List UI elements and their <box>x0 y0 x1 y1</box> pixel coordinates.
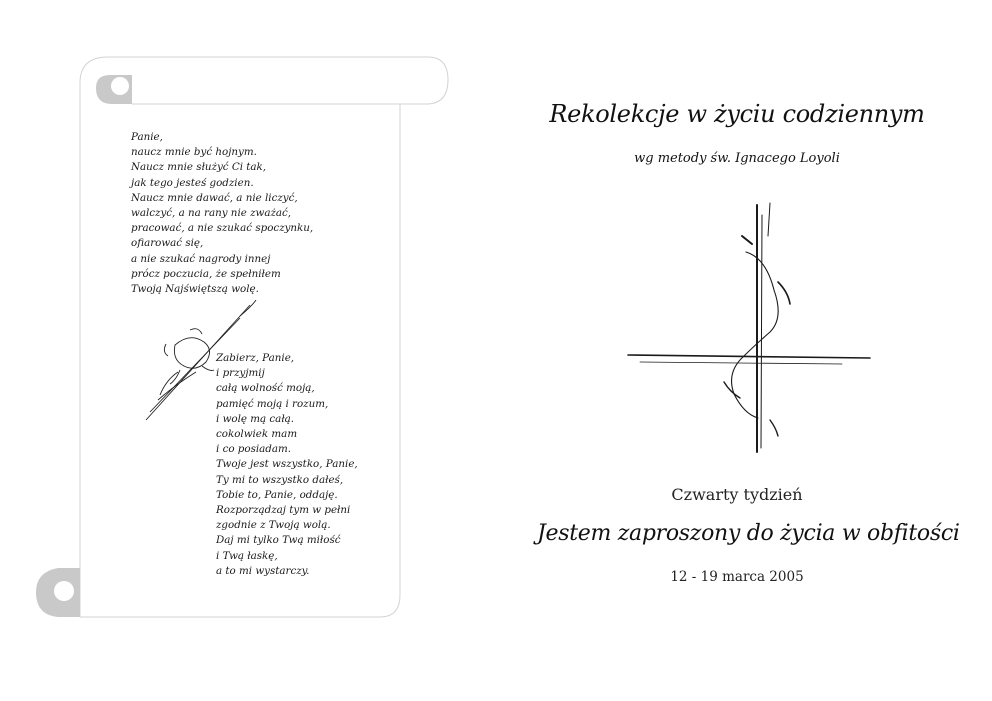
poem-second <box>216 351 358 579</box>
poem-line: i Twą łaskę, <box>216 549 278 562</box>
poem-line: zgodnie z Twoją wolą. <box>216 519 331 532</box>
poem-line: i co posiadam. <box>216 443 292 456</box>
poem-line: Ty mi to wszystko dałeś, <box>216 473 344 486</box>
poem-line: pamięć moją i rozum, <box>216 397 329 410</box>
poem-line: ofiarować się, <box>131 237 204 250</box>
poem-line: i wolę mą całą. <box>216 412 295 425</box>
cover-title: Rekolekcje w życiu codziennym <box>549 100 925 128</box>
poem-line: Naucz mnie dawać, a nie liczyć, <box>131 191 298 204</box>
poem-line: a to mi wystarczy. <box>216 564 310 577</box>
poem-line: i przyjmij <box>216 367 265 380</box>
dates: 12 - 19 marca 2005 <box>670 569 804 585</box>
week-label: Czwarty tydzień <box>671 485 803 504</box>
poem-line: Panie, <box>131 131 163 143</box>
cross-sketch-icon <box>628 203 870 452</box>
poem-line: Daj mi tylko Twą miłość <box>216 534 341 547</box>
poem-line: całą wolność moją, <box>216 382 315 395</box>
poem-line: naucz mnie być hojnym. <box>131 146 257 159</box>
cover-subtitle: wg metody św. Ignacego Loyoli <box>634 151 840 166</box>
poem-line: Twoją Najświętszą wolę. <box>131 283 259 296</box>
poem-line: prócz poczucia, że spełniłem <box>131 267 281 280</box>
poem-line: Naucz mnie służyć Ci tak, <box>131 161 267 174</box>
week-title: Jestem zaproszony do życia w obfitości <box>537 521 960 546</box>
poem-line: Zabierz, Panie, <box>216 352 295 364</box>
poem-line: Tobie to, Panie, oddaję. <box>216 488 338 501</box>
poem-line: jak tego jesteś godzien. <box>131 176 254 189</box>
poem-line: a nie szukać nagrody innej <box>131 252 271 265</box>
poem-line: Twoje jest wszystko, Panie, <box>216 458 358 471</box>
poem-line: walczyć, a na rany nie zważać, <box>131 207 292 220</box>
poem-line: cokolwiek mam <box>216 428 298 441</box>
poem-line: pracować, a nie szukać spoczynku, <box>131 222 314 235</box>
poem-first <box>131 130 313 297</box>
poem-line: Rozporządzaj tym w pełni <box>216 504 351 517</box>
